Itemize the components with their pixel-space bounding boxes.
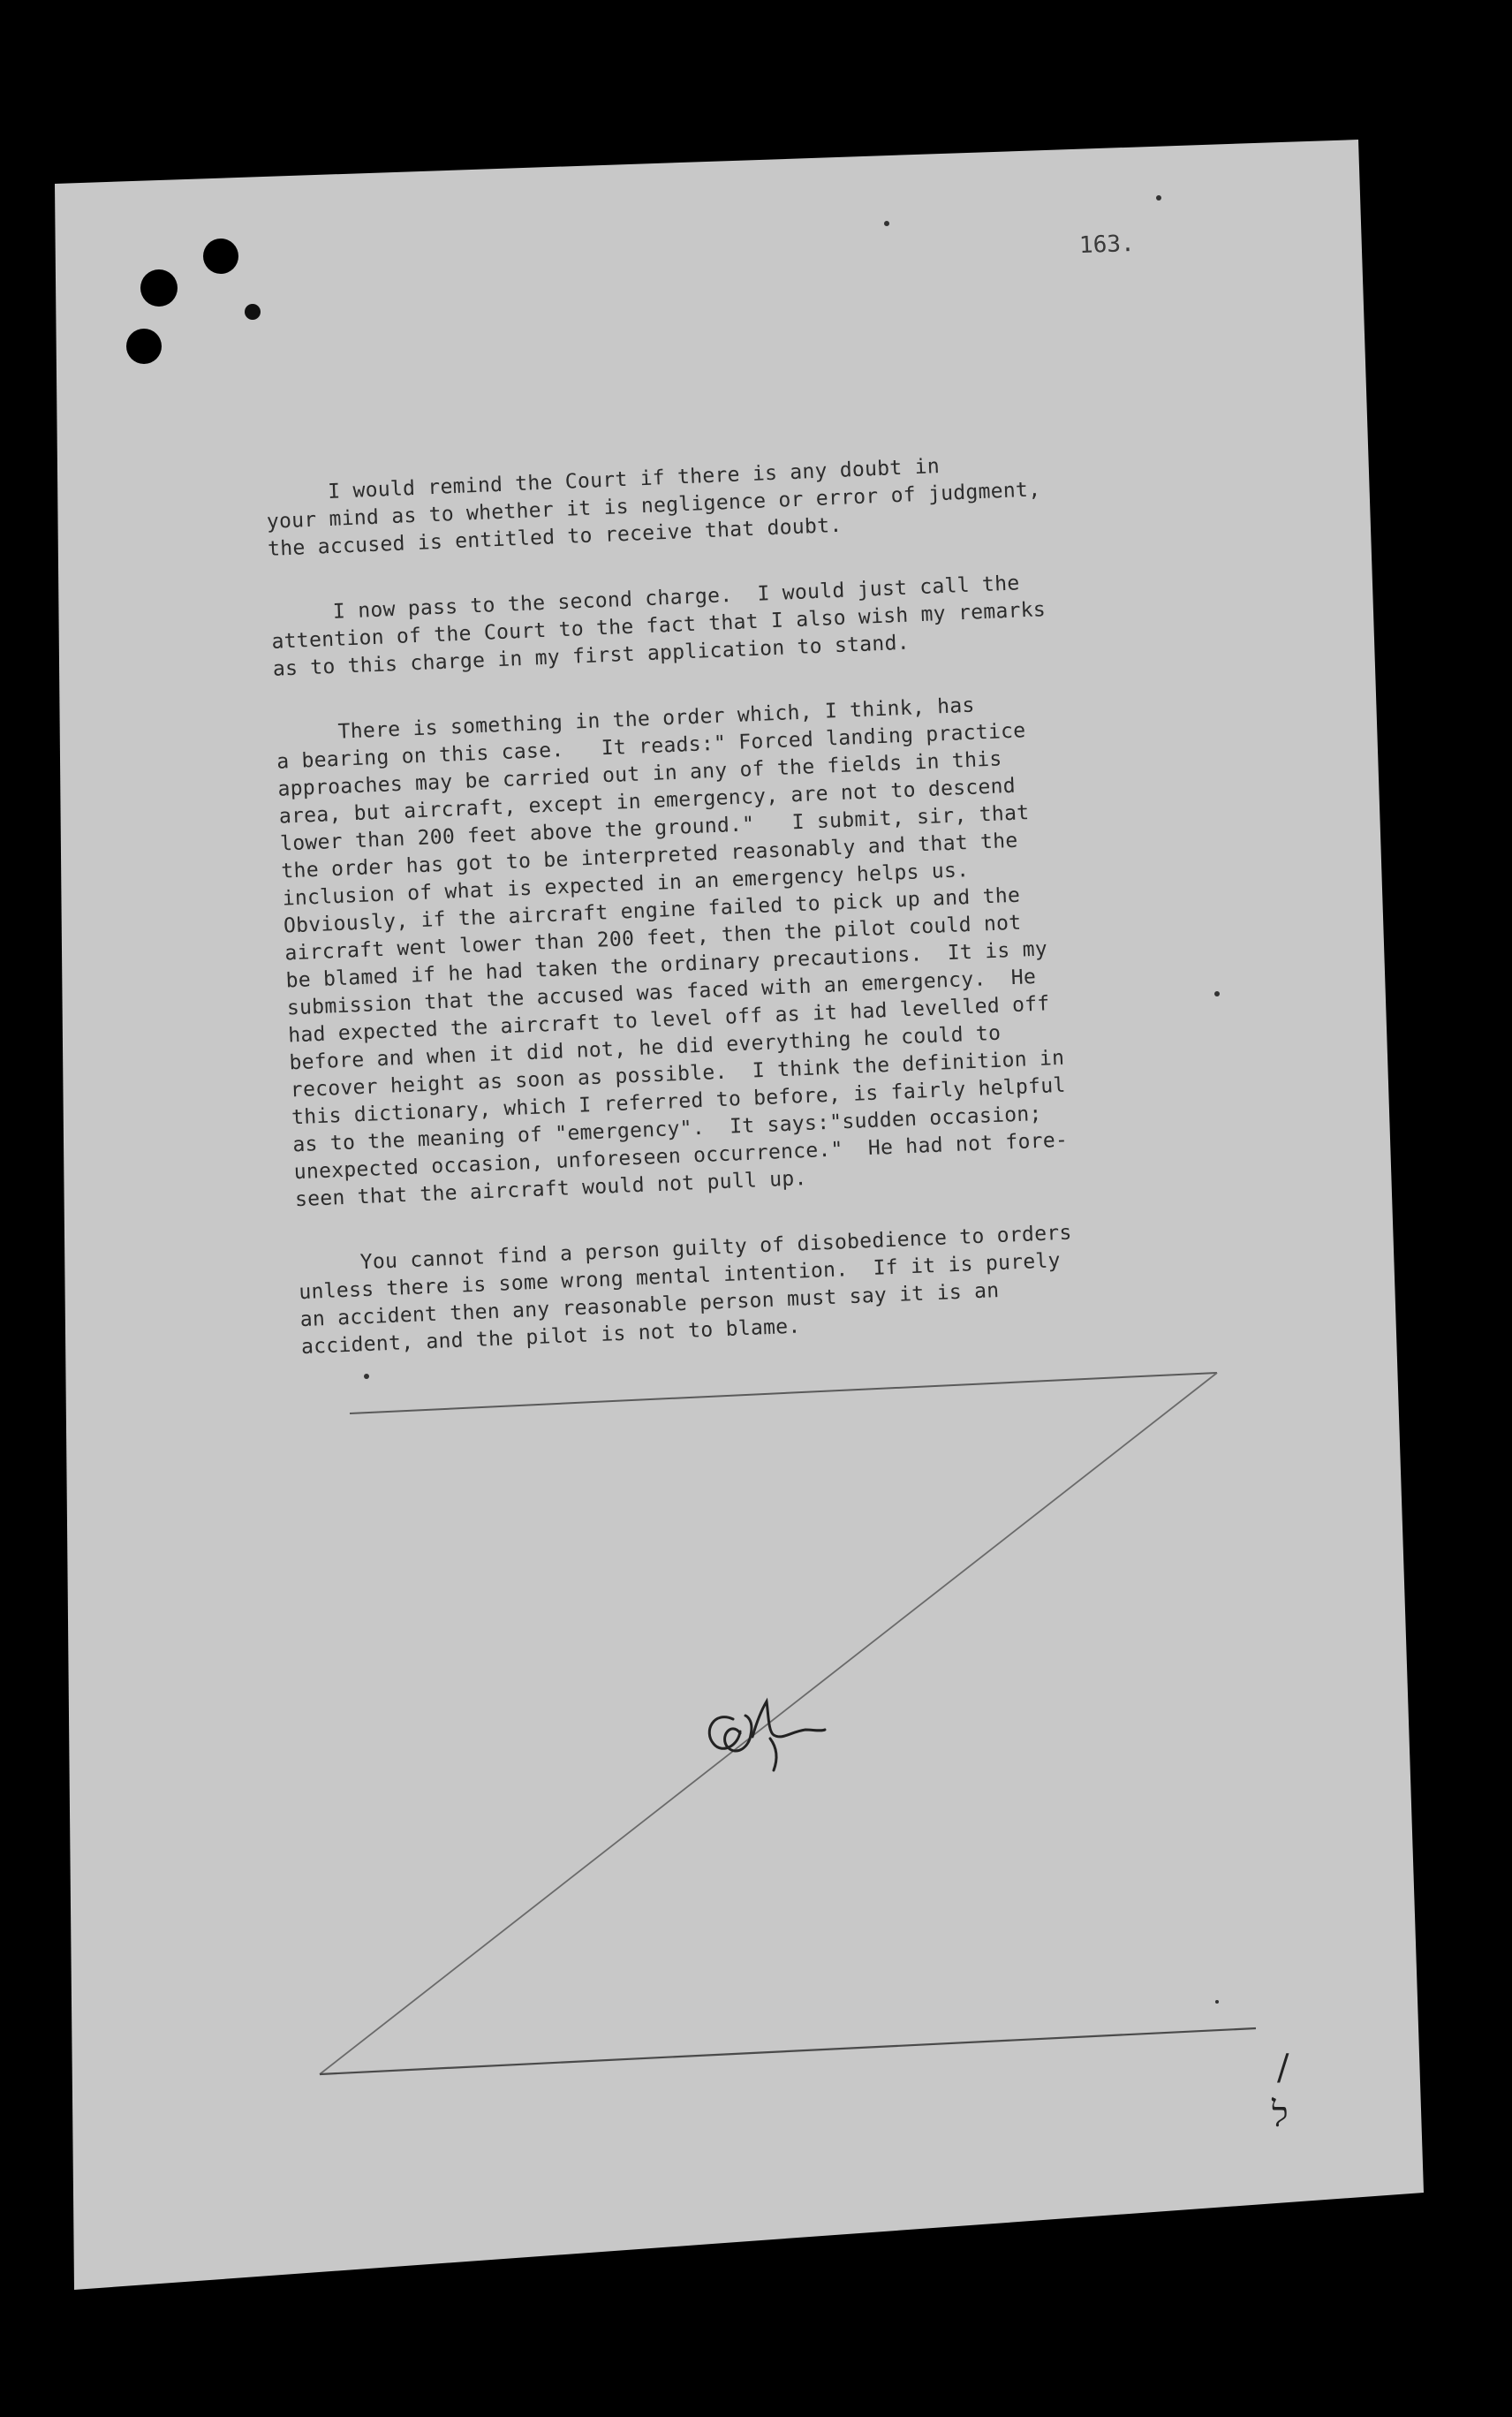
margin-mark-hook: ל bbox=[1272, 2095, 1289, 2135]
margin-mark-slash: / bbox=[1277, 2048, 1289, 2088]
punch-hole-bottom bbox=[126, 329, 162, 364]
paragraph-disobedience: You cannot find a person guilty of disobedience to orders unless there is some wrong mental intention. If it is purely an accident then any reasonable person must say it is an accident, and the pilot is not to blame. bbox=[297, 1221, 1073, 1360]
speck bbox=[884, 221, 889, 226]
punch-hole-small bbox=[245, 304, 261, 320]
speck bbox=[1215, 2000, 1219, 2004]
typed-text-body bbox=[265, 442, 1252, 1399]
paragraph-doubt: I would remind the Court if there is any doubt in your mind as to whether it is negligence or error of judgment, the accused is entitled to receive that doubt. bbox=[265, 455, 1041, 561]
punch-hole-top bbox=[203, 239, 238, 274]
page-number: 163. bbox=[1078, 230, 1136, 260]
speck bbox=[1156, 195, 1161, 201]
paragraph-second-charge: I now pass to the second charge. I would just call the attention of the Court to the fact that I also wish my remarks as to this charge in my first application to stand. bbox=[269, 572, 1047, 681]
paragraph-order-emergency: There is something in the order which, I think, has a bearing on this case. It reads:" Forced landing practice approaches may be carried out in any of the fields in this area, but aircraft, except in emergency, are not to descend lower than 200 feet above the ground." I submit, sir, that the order has got to be interpreted reasonably and that the inclusion of what is expected in an emergency helps us. Obviously, if the aircraft engine failed to pick up and the aircraft went lower than 200 feet, then the pilot could not be blamed if he had taken the ordinary precautions. It is my submission that the accused was faced with an emergency. He had expected the aircraft to level off as it had levelled off before and when it did not, he did everything he could to recover height as soon as possible. I think the definition in this dictionary, which I referred to before, is fairly helpful as to the meaning of "emergency". It says:"sudden occasion; unexpected occasion, unforeseen occurrence." He had not fore- seen that the aircraft would not pull up. bbox=[275, 693, 1069, 1212]
punch-hole-middle bbox=[140, 269, 178, 307]
